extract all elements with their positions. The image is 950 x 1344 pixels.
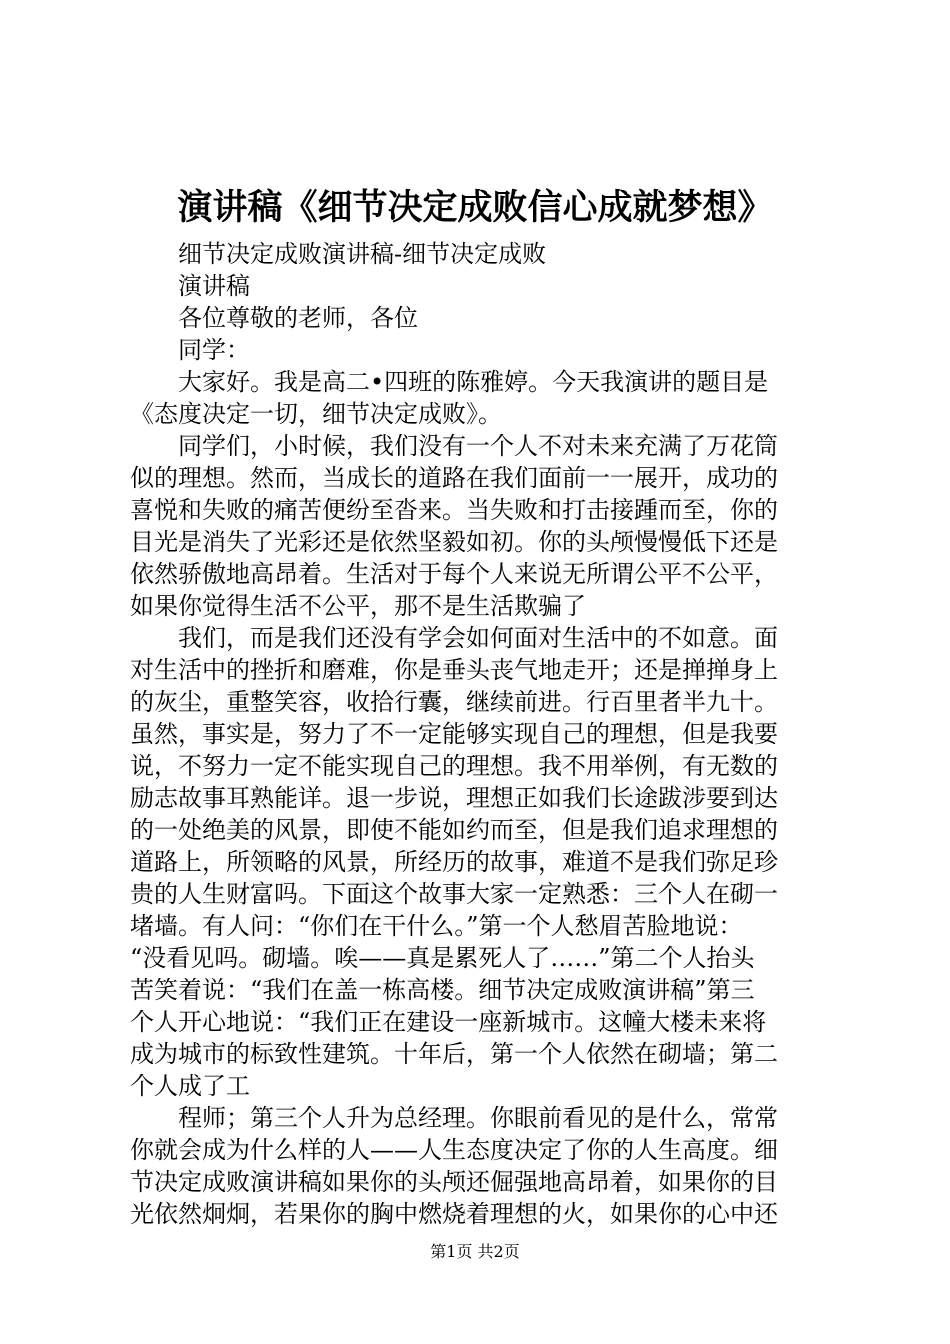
body-line: “没看见吗。砌墙。唉——真是累死人了……”第二个人抬头 — [130, 944, 755, 972]
body-line: 我们，而是我们还没有学会如何面对生活中的不如意。面 — [178, 624, 778, 652]
body-line: 虽然，事实是，努力了不一定能够实现自己的理想，但是我要 — [130, 720, 778, 748]
document-body — [130, 238, 830, 1230]
body-line: 喜悦和失败的痛苦便纷至沓来。当失败和打击接踵而至，你的 — [130, 496, 778, 524]
body-line: 《态度决定一切，细节决定成败》。 — [130, 400, 502, 428]
document-title: 演讲稿《细节决定成败信心成就梦想》 — [177, 187, 773, 228]
body-line: 光依然炯炯，若果你的胸中燃烧着理想的火，如果你的心中还 — [130, 1200, 778, 1228]
body-line: 的灰尘，重整笑容，收拾行囊，继续前进。行百里者半九十。 — [130, 688, 778, 716]
body-line: 大家好。我是高二•四班的陈雅婷。今天我演讲的题目是 — [178, 368, 769, 396]
body-line: 节决定成败演讲稿如果你的头颅还倔强地高昂着，如果你的目 — [130, 1168, 778, 1196]
page-footer: 第1页 共2页 — [430, 1242, 520, 1261]
body-line: 对生活中的挫折和磨难，你是垂头丧气地走开；还是掸掸身上 — [130, 656, 778, 684]
body-line: 你就会成为什么样的人——人生态度决定了你的人生高度。细 — [130, 1136, 778, 1164]
body-line: 苦笑着说：“我们在盖一栋高楼。细节决定成败演讲稿”第三 — [130, 976, 755, 1004]
body-line: 说，不努力一定不能实现自己的理想。我不用举例，有无数的 — [130, 752, 778, 780]
body-line: 细节决定成败演讲稿-细节决定成败 — [178, 240, 547, 268]
body-line: 如果你觉得生活不公平，那不是生活欺骗了 — [130, 592, 586, 620]
body-line: 目光是消失了光彩还是依然坚毅如初。你的头颅慢慢低下还是 — [130, 528, 778, 556]
body-line: 程师；第三个人升为总经理。你眼前看见的是什么，常常 — [178, 1104, 778, 1132]
body-line: 贵的人生财富吗。下面这个故事大家一定熟悉：三个人在砌一 — [130, 880, 778, 908]
body-line: 个人开心地说：“我们正在建设一座新城市。这幢大楼未来将 — [130, 1008, 767, 1036]
body-line: 同学： — [178, 336, 250, 364]
body-line: 的一处绝美的风景，即使不能如约而至，但是我们追求理想的 — [130, 816, 778, 844]
body-line: 演讲稿 — [178, 272, 250, 300]
body-line: 个人成了工 — [130, 1072, 250, 1100]
body-line: 各位尊敬的老师，各位 — [178, 304, 418, 332]
body-line: 似的理想。然而，当成长的道路在我们面前一一展开，成功的 — [130, 464, 778, 492]
body-line: 成为城市的标致性建筑。十年后，第一个人依然在砌墙；第二 — [130, 1040, 778, 1068]
body-line: 依然骄傲地高昂着。生活对于每个人来说无所谓公平不公平， — [130, 560, 778, 588]
body-line: 励志故事耳熟能详。退一步说，理想正如我们长途跋涉要到达 — [130, 784, 778, 812]
body-line: 道路上，所领略的风景，所经历的故事，难道不是我们弥足珍 — [130, 848, 778, 876]
body-line: 堵墙。有人问：“你们在干什么。”第一个人愁眉苦脸地说： — [130, 912, 743, 940]
body-line: 同学们，小时候，我们没有一个人不对未来充满了万花筒 — [178, 432, 778, 460]
